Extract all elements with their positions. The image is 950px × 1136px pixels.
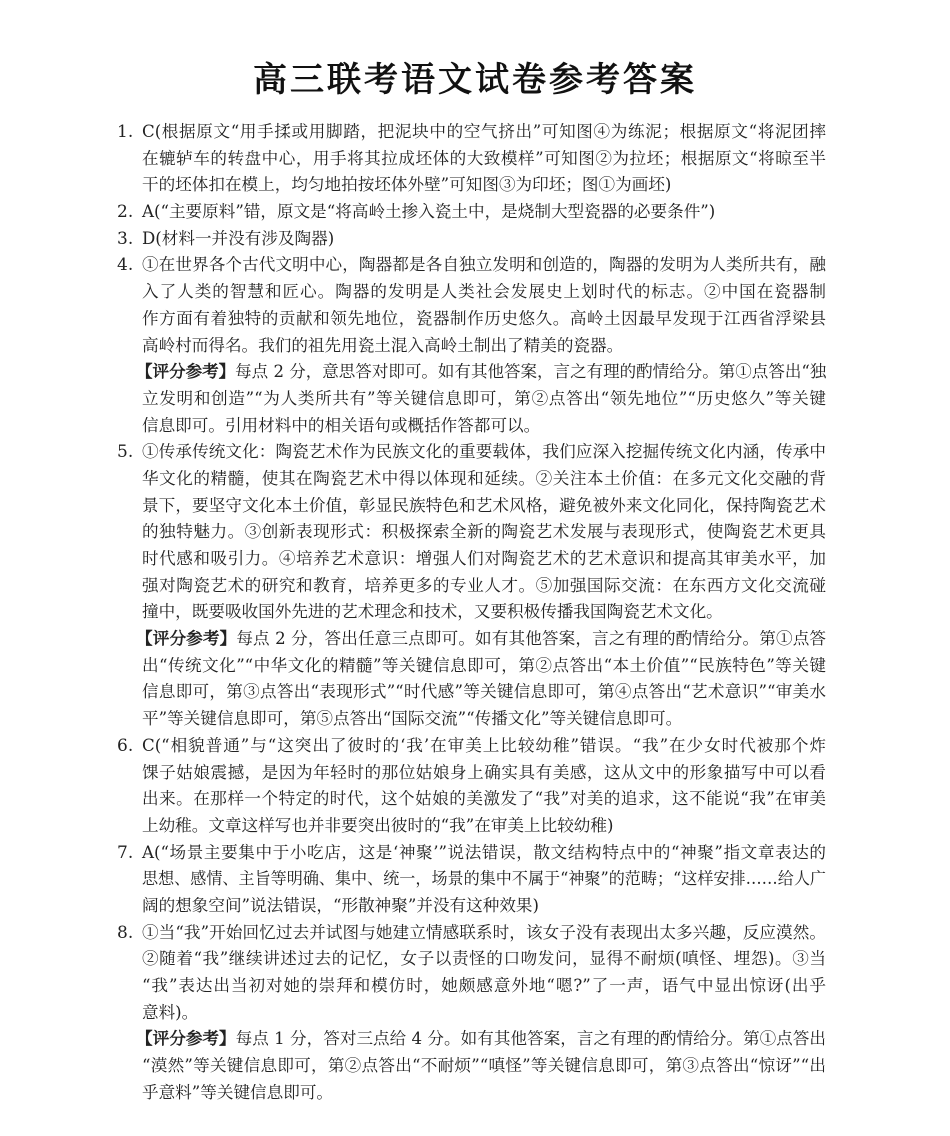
- answer-item: [117, 199, 826, 226]
- scoring-label: 【评分参考】: [136, 1029, 236, 1049]
- answer-line: 入了人类的智慧和匠心。陶器的发明是人类社会发展史上划时代的标志。②中国在瓷器制: [142, 282, 826, 302]
- answer-line: 意料)。: [142, 1002, 199, 1022]
- scoring-line: [142, 1080, 826, 1107]
- answer-line: C(“相貌普通”与“这突出了彼时的‘我’在审美上比较幼稚”错误。“我”在少女时代被那个炸: [142, 735, 826, 755]
- answer-line: 在辘轳车的转盘中心，用手将其拉成坯体的大致模样”可知图②为拉坯；根据原文“将晾至半: [142, 148, 826, 168]
- answer-item: [117, 226, 826, 253]
- answer-line: 思想、感情、主旨等明确、集中、统一，场景的集中不属于“神聚”的范畴；“这样安排……给人广: [142, 869, 826, 889]
- scoring-line: [142, 653, 826, 680]
- scoring-text: 乎意料”等关键信息即可。: [142, 1082, 334, 1102]
- answer-line: 出来。在那样一个特定的时代，这个姑娘的美激发了“我”对美的追求，这不能说“我”在审美: [142, 789, 826, 809]
- scoring-line: [142, 679, 826, 706]
- scoring-text: 立发明和创造”“为人类所共有”等关键信息即可，第②点答出“领先地位”“历史悠久”等关键: [142, 388, 826, 408]
- answer-line: ①当“我”开始回忆过去并试图与她建立情感联系时，该女子没有表现出太多兴趣，反应漠然。: [142, 922, 826, 942]
- item-number: 5.: [117, 442, 134, 463]
- scoring-text: 出“传统文化”“中华文化的精髓”等关键信息即可，第②点答出“本土价值”“民族特色”等关键: [142, 655, 826, 675]
- answer-item: [117, 733, 826, 840]
- answer-line: C(根据原文“用手揉或用脚踏，把泥块中的空气挤出”可知图④为练泥；根据原文“将泥团摔: [142, 122, 826, 141]
- scoring-text: 信息即可。引用材料中的相关语句或概括作答都可以。: [142, 415, 541, 435]
- scoring-text: 每点 2 分，意思答对即可。如有其他答案，言之有理的酌情给分。第①点答出“独: [235, 362, 826, 382]
- item-number: 6.: [117, 735, 134, 756]
- answer-line: “我”表达出当初对她的崇拜和模仿时，她颇感意外地“嗯?”了一声，语气中显出惊讶(出乎: [142, 976, 826, 995]
- scoring-line: [142, 706, 826, 733]
- item-number: 4.: [117, 255, 134, 276]
- answer-line: 上幼稚。文章这样写也并非要突出彼时的“我”在审美上比较幼稚): [142, 815, 614, 835]
- answer-item: [117, 119, 826, 199]
- answer-line: 高岭村而得名。我们的祖先用瓷土混入高岭土制出了精美的瓷器。: [142, 335, 624, 355]
- answer-list: [117, 119, 826, 1127]
- answer-line: 作方面有着独特的贡献和领先地位，瓷器制作历史悠久。高岭土因最早发现于江西省浮梁县: [142, 308, 826, 328]
- scoring-line: [142, 386, 826, 413]
- answer-line: D(材料一并没有涉及陶器): [142, 228, 335, 248]
- item-number: 7.: [117, 842, 134, 863]
- answer-line: 的独特魅力。③创新表现形式：积极探索全新的陶瓷艺术发展与表现形式，使陶瓷艺术更具: [142, 522, 826, 542]
- scoring-text: 信息即可，第③点答出“表现形式”“时代感”等关键信息即可，第④点答出“艺术意识”“审美水: [142, 682, 826, 702]
- scoring-line: [136, 1026, 826, 1053]
- answer-line: 景下，要坚守文化本土价值，彰显民族特色和艺术风格，避免被外来文化同化，保持陶瓷艺术: [142, 495, 826, 515]
- answer-item: [117, 252, 826, 439]
- scoring-text: “漠然”等关键信息即可，第②点答出“不耐烦”“嗔怪”等关键信息即可，第③点答出“惊讶”“出: [142, 1056, 826, 1076]
- answer-line: A(“主要原料”错，原文是“将高岭土掺入瓷土中，是烧制大型瓷器的必要条件”): [142, 202, 716, 222]
- scoring-text: 每点 1 分，答对三点给 4 分。如有其他答案，言之有理的酌情给分。第①点答出: [235, 1029, 826, 1049]
- answer-line: 干的坯体扣在模上，均匀地拍按坯体外壁”可知图③为印坯；图①为画坯): [142, 175, 672, 195]
- item-number: 3.: [117, 228, 134, 249]
- answer-item: [117, 840, 826, 920]
- answer-line: 强对陶瓷艺术的研究和教育，培养更多的专业人才。⑤加强国际交流：在东西方文化交流碰: [142, 575, 826, 595]
- scoring-line: [142, 1053, 826, 1080]
- scoring-line: [136, 359, 826, 386]
- scoring-label: 【评分参考】: [136, 362, 236, 382]
- item-number: 2.: [117, 202, 134, 223]
- answer-line: ①传承传统文化：陶瓷艺术作为民族文化的重要载体，我们应深入挖掘传统文化内涵，传承中: [142, 442, 826, 462]
- answer-line: 撞中，既要吸收国外先进的艺术理念和技术，又要积极传播我国陶瓷艺术文化。: [142, 602, 723, 622]
- answer-item: [117, 439, 826, 733]
- answer-item: [117, 920, 826, 1107]
- scoring-label: 【评分参考】: [136, 629, 237, 649]
- answer-line: 华文化的精髓，使其在陶瓷艺术中得以体现和延续。②关注本土价值：在多元文化交融的背: [142, 468, 826, 488]
- document-title: 高三联考语文试卷参考答案: [253, 60, 697, 100]
- answer-line: 阔的想象空间”说法错误，“形散神聚”并没有这种效果): [142, 895, 539, 915]
- scoring-line: [136, 626, 826, 653]
- answer-line: 时代感和吸引力。④培养艺术意识：增强人们对陶瓷艺术的艺术意识和提高其审美水平，加: [142, 549, 826, 568]
- scoring-text: 平”等关键信息即可，第⑤点答出“国际交流”“传播文化”等关键信息即可。: [142, 709, 683, 729]
- answer-line: ②随着“我”继续讲述过去的记忆，女子以责怪的口吻发问，显得不耐烦(嗔怪、埋怨)。③当: [142, 949, 826, 969]
- answer-line: 馃子姑娘震撼，是因为年轻时的那位姑娘身上确实具有美感，这从文中的形象描写中可以看: [142, 762, 826, 782]
- item-number: 8.: [117, 922, 134, 943]
- scoring-line: [142, 413, 826, 440]
- answer-line: A(“场景主要集中于小吃店，这是‘神聚’”说法错误，散文结构特点中的“神聚”指文章表达的: [142, 842, 826, 862]
- answer-line: ①在世界各个古代文明中心，陶器都是各自独立发明和创造的，陶器的发明为人类所共有，融: [142, 255, 826, 275]
- item-number: 1.: [117, 122, 134, 142]
- scoring-text: 每点 2 分，答出任意三点即可。如有其他答案，言之有理的酌情给分。第①点答: [236, 629, 826, 649]
